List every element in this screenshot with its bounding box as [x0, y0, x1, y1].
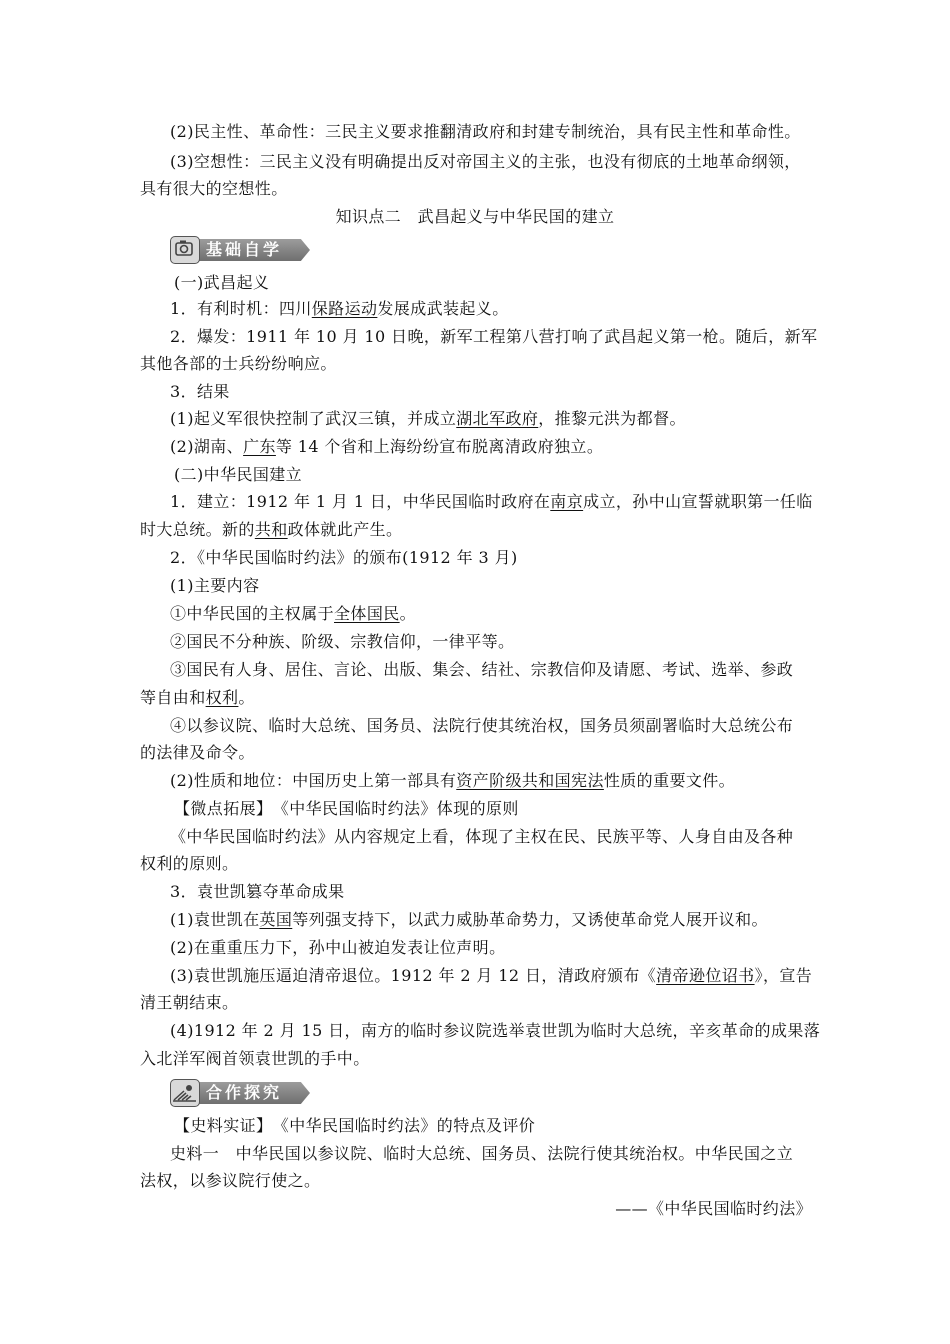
- paragraph-line: (2)在重重压力下，孙中山被迫发表让位声明。: [170, 938, 506, 957]
- text: 等 14 个省和上海纷纷宣布脱离清政府独立。: [275, 437, 604, 456]
- paragraph-line: [170, 408, 850, 430]
- paragraph-line: 的法律及命令。: [140, 743, 255, 762]
- key-term: 湖北军政府: [456, 409, 539, 428]
- text: (1)袁世凯在: [170, 910, 260, 929]
- cooperative-inquiry-banner: [170, 1079, 310, 1107]
- paragraph-line: [170, 298, 850, 320]
- paragraph-line: 2．《中华民国临时约法》的颁布(1912 年 3 月): [170, 548, 518, 567]
- paragraph-line: (3)空想性：三民主义没有明确提出反对帝国主义的主张，也没有彻底的土地革命纲领，: [170, 152, 801, 171]
- field-icon: [170, 1079, 200, 1107]
- paragraph-line: [140, 687, 820, 709]
- paragraph-line: 3．结果: [170, 382, 230, 401]
- text: (2)湖南、: [170, 437, 244, 456]
- paragraph-line: 清王朝结束。: [140, 993, 239, 1012]
- key-term: 权利: [205, 688, 239, 707]
- paragraph-line: [170, 491, 850, 513]
- paragraph-line: [170, 436, 850, 458]
- text: 等自由和: [140, 688, 206, 707]
- section-heading: 知识点二 武昌起义与中华民国的建立: [335, 207, 615, 226]
- paragraph-line: 其他各部的士兵纷纷响应。: [140, 354, 337, 373]
- text: 政体就此产生。: [287, 520, 403, 539]
- text: (1)起义军很快控制了武汉三镇，并成立: [170, 409, 457, 428]
- banner-label: 合作探究: [206, 1083, 283, 1102]
- text: (2)性质和地位：中国历史上第一部具有: [170, 771, 457, 790]
- paragraph-line: [140, 519, 820, 541]
- key-term: 资产阶级共和国宪法: [456, 771, 604, 790]
- text: 。: [399, 604, 417, 623]
- key-term: 南京: [550, 492, 584, 511]
- text: 。: [238, 688, 255, 707]
- paragraph-line: [170, 965, 850, 987]
- text: 》，宣告: [754, 966, 813, 985]
- banner-label: 基础自学: [206, 240, 283, 259]
- subsection-title: (二)中华民国建立: [174, 465, 303, 484]
- text: ，推黎元洪为都督。: [538, 409, 686, 428]
- key-term: 共和: [254, 520, 288, 539]
- paragraph-line: 3．袁世凯篡夺革命成果: [170, 882, 345, 901]
- paragraph-line: [170, 603, 850, 625]
- key-term: 清帝逊位诏书: [656, 966, 755, 985]
- paragraph-line: 史料一 中华民国以参议院、临时大总统、国务员、法院行使其统治权。中华民国之立: [170, 1144, 794, 1163]
- text: 等列强支持下，以武力威胁革命势力，又诱使革命党人展开议和。: [292, 910, 768, 929]
- text: 发展成武装起义。: [377, 299, 509, 318]
- paragraph-line: [170, 770, 850, 792]
- paragraph-line: 入北洋军阀首领袁世凯的手中。: [140, 1049, 370, 1068]
- paragraph-line: ②国民不分种族、阶级、宗教信仰，一律平等。: [170, 632, 515, 651]
- text: (3)袁世凯施压逼迫清帝退位。1912 年 2 月 12 日，清政府颁布《: [170, 966, 657, 985]
- paragraph-line: (4)1912 年 2 月 15 日，南方的临时参议院选举袁世凯为临时大总统，辛亥革命的成果落: [170, 1021, 821, 1040]
- paragraph-line: ④以参议院、临时大总统、国务员、法院行使其统治权，国务员须副署临时大总统公布: [170, 716, 794, 735]
- key-term: 广东: [243, 437, 276, 456]
- paragraph-line: 【史料实证】 《中华民国临时约法》的特点及评价: [174, 1116, 536, 1135]
- text: 成立，孙中山宣誓就职第一任临: [583, 492, 813, 511]
- text: 时大总统。新的: [140, 520, 255, 539]
- citation: ——《中华民国临时约法》: [615, 1199, 812, 1218]
- paragraph-line: (1)主要内容: [170, 576, 260, 595]
- key-term: 保路运动: [311, 299, 378, 318]
- text: 1．有利时机：四川: [170, 299, 312, 318]
- camera-book-icon: [170, 236, 200, 264]
- text: 1．建立：1912 年 1 月 1 日，中华民国临时政府在: [170, 492, 551, 511]
- paragraph-line: 法权，以参议院行使之。: [140, 1171, 321, 1190]
- text: 性质的重要文件。: [603, 771, 736, 790]
- paragraph-line: [170, 909, 850, 931]
- text: ①中华民国的主权属于: [170, 604, 335, 623]
- paragraph-line: (2)民主性、革命性：三民主义要求推翻清政府和封建专制统治，具有民主性和革命性。: [170, 122, 801, 141]
- paragraph-line: 《中华民国临时约法》从内容规定上看，体现了主权在民、民族平等、人身自由及各种: [170, 827, 794, 846]
- subsection-title: (一)武昌起义: [174, 273, 270, 292]
- paragraph-line: 具有很大的空想性。: [140, 179, 288, 198]
- key-term: 英国: [259, 910, 293, 929]
- paragraph-line: ③国民有人身、居住、言论、出版、集会、结社、宗教信仰及请愿、考试、选举、参政: [170, 660, 794, 679]
- key-term: 全体国民: [334, 604, 400, 623]
- basic-self-study-banner: [170, 236, 310, 264]
- paragraph-line: 权利的原则。: [140, 854, 239, 873]
- paragraph-line: 2．爆发：1911 年 10 月 10 日晚，新军工程第八营打响了武昌起义第一枪。随后，新军: [170, 327, 818, 346]
- paragraph-line: 【微点拓展】 《中华民国临时约法》体现的原则: [174, 799, 519, 818]
